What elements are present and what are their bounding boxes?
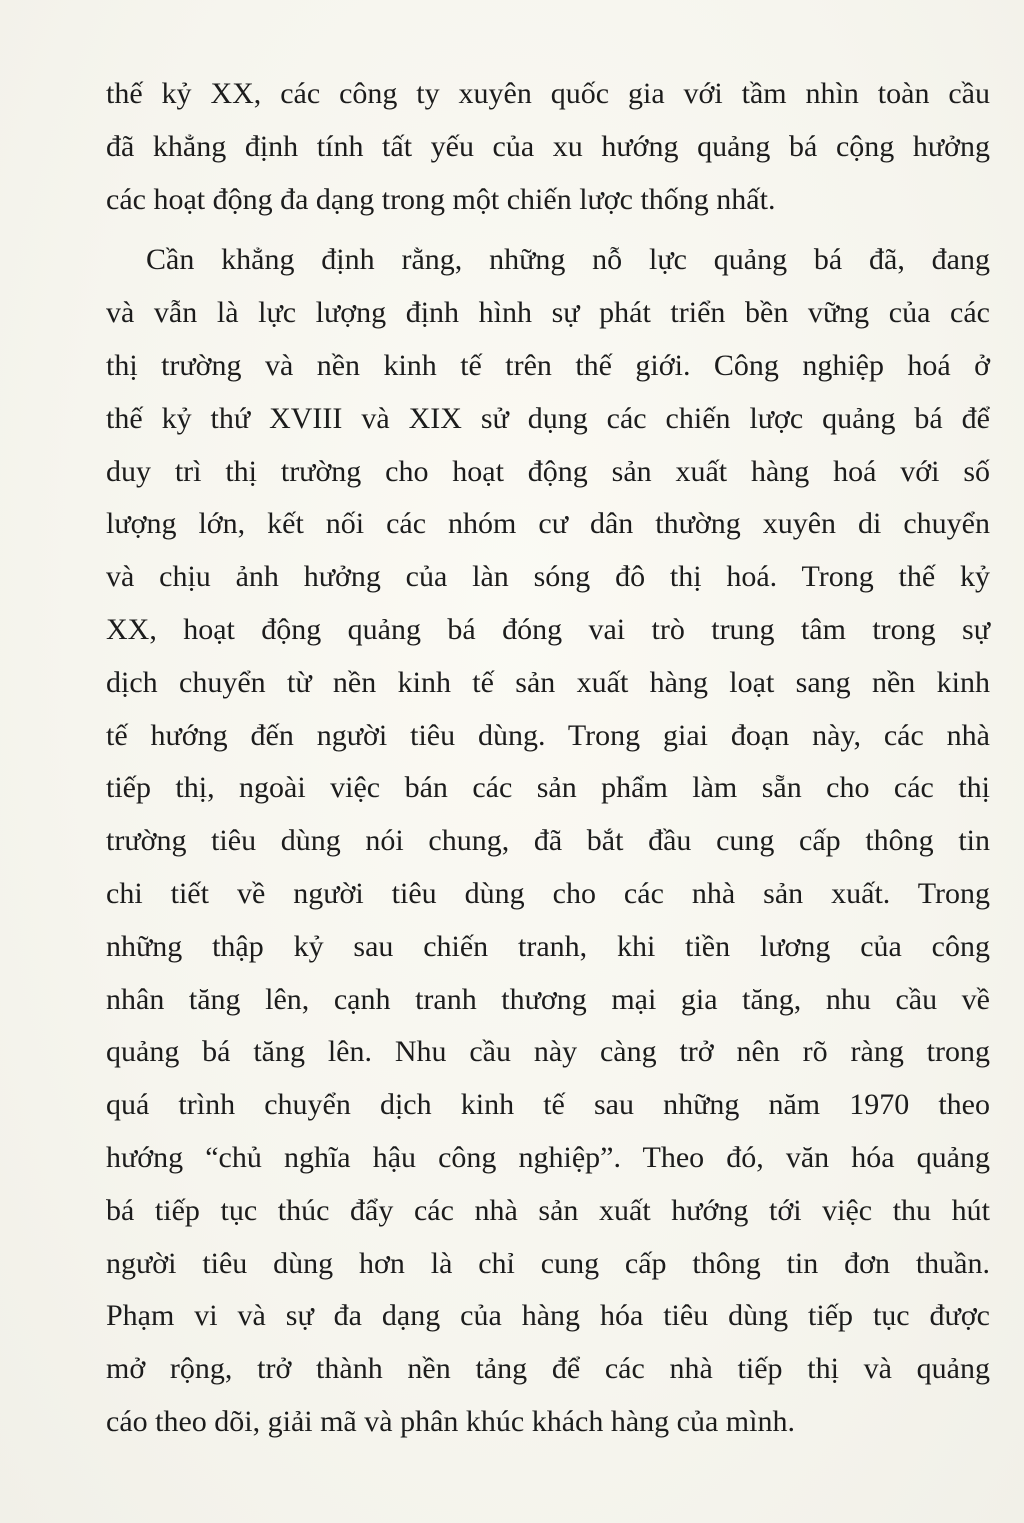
text-line: dịch chuyển từ nền kinh tế sản xuất hàng loạt sang nền kinh bbox=[106, 665, 990, 699]
text-line: chi tiết về người tiêu dùng cho các nhà sản xuất. Trong bbox=[106, 876, 990, 910]
paragraph-1 bbox=[106, 68, 990, 226]
text-line: tiếp thị, ngoài việc bán các sản phẩm làm sẵn cho các thị bbox=[106, 771, 990, 805]
text-line: quảng bá tăng lên. Nhu cầu này càng trở nên rõ ràng trong bbox=[106, 1035, 990, 1069]
text-line: mở rộng, trở thành nền tảng để các nhà tiếp thị và quảng bbox=[106, 1352, 990, 1386]
text-line: bá tiếp tục thúc đẩy các nhà sản xuất hướng tới việc thu hút bbox=[106, 1193, 990, 1227]
paragraph-2 bbox=[106, 234, 990, 1448]
body-text bbox=[106, 68, 990, 1449]
text-line: hướng “chủ nghĩa hậu công nghiệp”. Theo đó, văn hóa quảng bbox=[106, 1140, 990, 1174]
text-line: thế kỷ thứ XVIII và XIX sử dụng các chiến lược quảng bá để bbox=[106, 401, 990, 435]
text-line: thị trường và nền kinh tế trên thế giới. Công nghiệp hoá ở bbox=[106, 348, 990, 382]
text-line: người tiêu dùng hơn là chỉ cung cấp thông tin đơn thuần. bbox=[106, 1246, 990, 1280]
text-line: XX, hoạt động quảng bá đóng vai trò trung tâm trong sự bbox=[106, 612, 990, 646]
text-line: Cần khẳng định rằng, những nỗ lực quảng bá đã, đang bbox=[146, 243, 990, 277]
text-line: trường tiêu dùng nói chung, đã bắt đầu cung cấp thông tin bbox=[106, 824, 990, 858]
text-line: Phạm vi và sự đa dạng của hàng hóa tiêu dùng tiếp tục được bbox=[106, 1299, 990, 1333]
paragraph-gap bbox=[106, 226, 990, 234]
text-line: duy trì thị trường cho hoạt động sản xuất hàng hoá với số bbox=[106, 454, 990, 488]
text-line: quá trình chuyển dịch kinh tế sau những năm 1970 theo bbox=[106, 1088, 990, 1122]
text-line: những thập kỷ sau chiến tranh, khi tiền lương của công bbox=[106, 929, 990, 963]
text-line: các hoạt động đa dạng trong một chiến lược thống nhất. bbox=[106, 182, 776, 216]
text-line: cáo theo dõi, giải mã và phân khúc khách hàng của mình. bbox=[106, 1404, 795, 1438]
text-line: tế hướng đến người tiêu dùng. Trong giai đoạn này, các nhà bbox=[106, 718, 990, 752]
text-line: đã khẳng định tính tất yếu của xu hướng quảng bá cộng hưởng bbox=[106, 129, 990, 163]
text-line: và vẫn là lực lượng định hình sự phát triển bền vững của các bbox=[106, 296, 990, 330]
text-line: và chịu ảnh hưởng của làn sóng đô thị hoá. Trong thế kỷ bbox=[106, 560, 990, 594]
text-line: thế kỷ XX, các công ty xuyên quốc gia với tầm nhìn toàn cầu bbox=[106, 77, 990, 110]
text-line: nhân tăng lên, cạnh tranh thương mại gia tăng, nhu cầu về bbox=[106, 982, 990, 1016]
text-line: lượng lớn, kết nối các nhóm cư dân thường xuyên di chuyển bbox=[106, 507, 990, 541]
